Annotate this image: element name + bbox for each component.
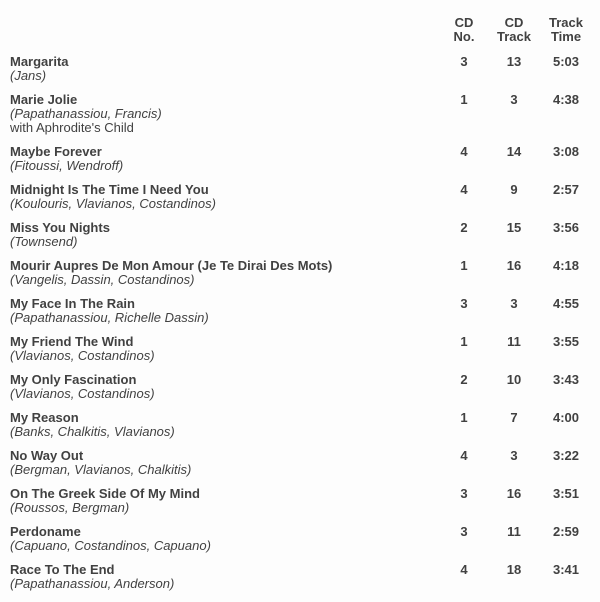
cd-no-value: 1	[460, 92, 468, 107]
cd-track-value: 16	[506, 258, 522, 273]
cd-no-value: 2	[460, 220, 468, 235]
track-time-value: 4:18	[552, 258, 580, 273]
track-title: Margarita	[10, 54, 69, 69]
track-credits: (Capuano, Costandinos, Capuano)	[10, 538, 211, 553]
track-title: My Reason	[10, 410, 79, 425]
cd-no-value: 2	[460, 372, 468, 387]
track-time-value: 3:43	[552, 372, 580, 387]
track-list	[10, 55, 592, 591]
track-info	[10, 259, 442, 287]
track-credits: (Vlavianos, Costandinos)	[10, 348, 155, 363]
track-row	[10, 335, 592, 363]
cd-track-value: 14	[506, 144, 522, 159]
track-info	[10, 145, 442, 173]
column-header-track-time-line2: Time	[550, 29, 582, 44]
track-info	[10, 297, 442, 325]
column-header-cd-no	[442, 16, 486, 44]
column-header-cd-track	[489, 16, 539, 44]
track-title: My Face In The Rain	[10, 296, 135, 311]
track-time-value: 4:55	[552, 296, 580, 311]
column-header-cd-track-line1: CD	[504, 15, 524, 30]
cd-track-value: 11	[507, 524, 521, 539]
track-time-value: 3:55	[552, 334, 580, 349]
track-info	[10, 183, 442, 211]
cd-no-value: 4	[460, 562, 468, 577]
track-time-value: 3:08	[552, 144, 580, 159]
track-time-value: 2:59	[552, 524, 580, 539]
cd-no-value: 3	[460, 486, 468, 501]
cd-track-value: 9	[510, 182, 518, 197]
track-time-value: 3:56	[552, 220, 580, 235]
track-info	[10, 221, 442, 249]
column-header-track-time-line1: Track	[549, 15, 583, 30]
track-credits: (Fitoussi, Wendroff)	[10, 158, 124, 173]
track-note: with Aphrodite's Child	[10, 120, 134, 135]
track-info	[10, 449, 442, 477]
track-credits: (Roussos, Bergman)	[10, 500, 130, 515]
track-title: Mourir Aupres De Mon Amour (Je Te Dirai Des Mots)	[10, 258, 333, 273]
cd-track-value: 7	[510, 410, 518, 425]
cd-no-value: 3	[460, 524, 468, 539]
track-row	[10, 183, 592, 211]
track-title: Marie Jolie	[10, 92, 78, 107]
track-title: No Way Out	[10, 448, 84, 463]
track-time-value: 4:38	[552, 92, 580, 107]
cd-track-value: 16	[506, 486, 522, 501]
track-credits: (Papathanassiou, Richelle Dassin)	[10, 310, 209, 325]
cd-track-value: 13	[506, 54, 522, 69]
track-credits: (Papathanassiou, Anderson)	[10, 576, 175, 591]
track-info	[10, 487, 442, 515]
track-credits: (Papathanassiou, Francis)	[10, 106, 162, 121]
cd-track-value: 3	[510, 296, 518, 311]
track-info	[10, 525, 442, 553]
cd-no-value: 1	[460, 334, 468, 349]
track-row	[10, 525, 592, 553]
track-row	[10, 93, 592, 135]
track-info	[10, 373, 442, 401]
track-row	[10, 487, 592, 515]
track-info	[10, 55, 442, 83]
cd-track-value: 3	[510, 448, 518, 463]
track-time-value: 2:57	[552, 182, 580, 197]
track-row	[10, 411, 592, 439]
cd-track-value: 10	[506, 372, 522, 387]
cd-no-value: 4	[460, 182, 468, 197]
track-row	[10, 145, 592, 173]
cd-no-value: 3	[460, 54, 468, 69]
track-time-value: 3:51	[552, 486, 580, 501]
table-header	[10, 16, 592, 44]
cd-no-value: 4	[460, 144, 468, 159]
track-time-value: 5:03	[552, 54, 580, 69]
track-time-value: 3:41	[552, 562, 580, 577]
cd-track-value: 18	[506, 562, 522, 577]
track-row	[10, 55, 592, 83]
cd-track-value: 11	[507, 334, 521, 349]
column-header-cd-no-line1: CD	[454, 15, 474, 30]
track-info	[10, 563, 442, 591]
cd-no-value: 4	[460, 448, 468, 463]
track-title: My Only Fascination	[10, 372, 137, 387]
track-time-value: 4:00	[552, 410, 580, 425]
track-row	[10, 449, 592, 477]
track-row	[10, 297, 592, 325]
cd-no-value: 1	[460, 258, 468, 273]
track-title: Miss You Nights	[10, 220, 110, 235]
track-title: Maybe Forever	[10, 144, 102, 159]
track-title: Midnight Is The Time I Need You	[10, 182, 209, 197]
track-title: Race To The End	[10, 562, 115, 577]
cd-no-value: 3	[460, 296, 468, 311]
track-row	[10, 373, 592, 401]
track-row	[10, 221, 592, 249]
track-title: Perdoname	[10, 524, 81, 539]
track-info	[10, 335, 442, 363]
track-title: On The Greek Side Of My Mind	[10, 486, 200, 501]
cd-track-value: 15	[506, 220, 522, 235]
track-credits: (Banks, Chalkitis, Vlavianos)	[10, 424, 175, 439]
track-info	[10, 411, 442, 439]
track-title: My Friend The Wind	[10, 334, 134, 349]
track-credits: (Koulouris, Vlavianos, Costandinos)	[10, 196, 216, 211]
column-header-cd-no-line2: No.	[453, 29, 475, 44]
column-header-cd-track-line2: Track	[497, 29, 531, 44]
track-row	[10, 259, 592, 287]
track-credits: (Bergman, Vlavianos, Chalkitis)	[10, 462, 192, 477]
cd-no-value: 1	[460, 410, 468, 425]
track-time-value: 3:22	[552, 448, 580, 463]
track-info	[10, 93, 442, 135]
track-credits: (Townsend)	[10, 234, 78, 249]
track-credits: (Jans)	[10, 68, 47, 83]
cd-track-value: 3	[510, 92, 518, 107]
track-credits: (Vlavianos, Costandinos)	[10, 386, 155, 401]
column-header-track-time	[540, 16, 592, 44]
track-credits: (Vangelis, Dassin, Costandinos)	[10, 272, 195, 287]
track-row	[10, 563, 592, 591]
